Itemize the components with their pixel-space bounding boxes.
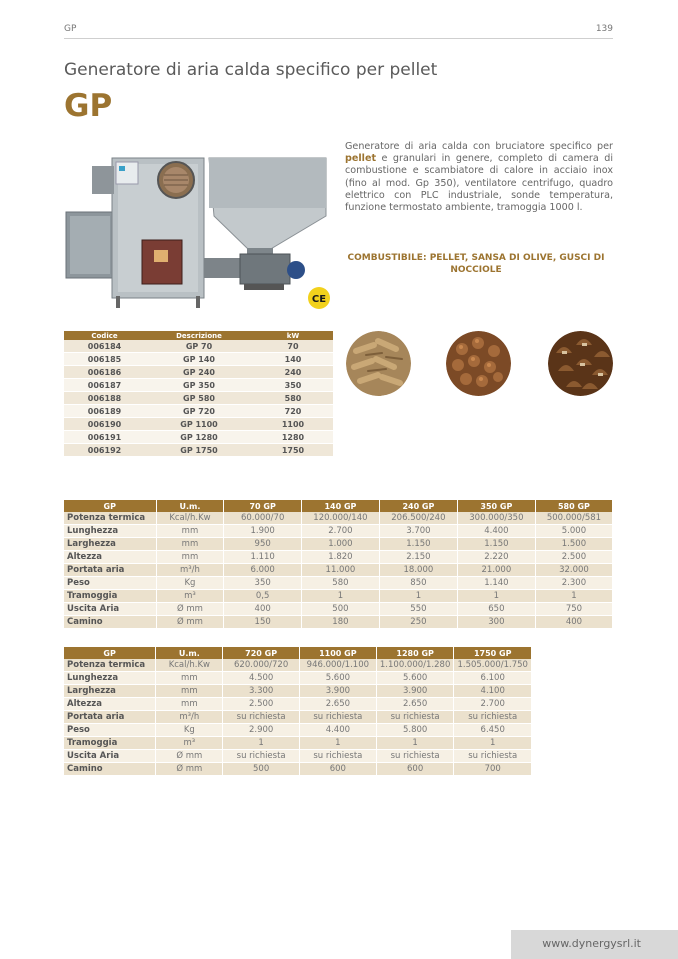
spec-header-cell: 580 GP	[535, 500, 612, 512]
spec-table-header	[64, 500, 613, 512]
product-model: GP 1100	[145, 418, 253, 431]
spec-unit: m³/h	[156, 564, 224, 577]
spec-row-label: Peso	[64, 724, 156, 737]
spec-value: 500	[301, 603, 379, 616]
product-code: 006184	[64, 340, 145, 353]
spec-unit: mm	[156, 672, 223, 685]
product-kw: 140	[253, 353, 333, 366]
spec-value: 600	[376, 763, 454, 776]
spec-value: 18.000	[379, 564, 457, 577]
spec-value: 2.650	[299, 698, 376, 711]
spec-value: su richiesta	[299, 711, 376, 724]
product-kw: 1100	[253, 418, 333, 431]
product-model: GP 1280	[145, 431, 253, 444]
spec-row	[64, 590, 613, 603]
spec-value: 1	[299, 737, 376, 750]
spec-row-label: Lunghezza	[64, 525, 156, 538]
spec-row-label: Uscita Aria	[64, 603, 156, 616]
page-subtitle: Generatore di aria calda specifico per pellet	[64, 60, 438, 80]
spec-unit: Kcal/h.Kw	[156, 659, 223, 672]
product-kw: 70	[253, 340, 333, 353]
spec-row	[64, 685, 532, 698]
spec-value: su richiesta	[223, 750, 299, 763]
spec-value: su richiesta	[223, 711, 299, 724]
product-kw: 240	[253, 366, 333, 379]
spec-unit: Kcal/h.Kw	[156, 512, 224, 525]
spec-value: 5.600	[376, 672, 454, 685]
product-kw: 1750	[253, 444, 333, 457]
spec-row-label: Altezza	[64, 698, 156, 711]
ce-mark: CE	[311, 294, 327, 305]
spec-value: 400	[535, 616, 612, 629]
product-row	[64, 418, 333, 431]
spec-value: 6.450	[454, 724, 532, 737]
spec-header-cell: 70 GP	[224, 500, 302, 512]
spec-row	[64, 763, 532, 776]
spec-header-cell: U.m.	[156, 647, 223, 659]
spec-row-label: Camino	[64, 616, 156, 629]
page-number: 139	[595, 24, 613, 34]
spec-table-header	[64, 647, 532, 659]
spec-unit: mm	[156, 525, 224, 538]
spec-value: 580	[301, 577, 379, 590]
product-model: GP 1750	[145, 444, 253, 457]
spec-value: 6.000	[224, 564, 302, 577]
spec-value: 1.110	[224, 551, 302, 564]
spec-value: 2.500	[535, 551, 612, 564]
spec-unit: Kg	[156, 724, 223, 737]
spec-value: 0,5	[224, 590, 302, 603]
spec-value: 400	[224, 603, 302, 616]
spec-value: 2.650	[376, 698, 454, 711]
spec-row	[64, 512, 613, 525]
spec-header-cell: 350 GP	[457, 500, 535, 512]
spec-value: 350	[224, 577, 302, 590]
spec-value: su richiesta	[454, 750, 532, 763]
spec-value: su richiesta	[376, 750, 454, 763]
product-code: 006190	[64, 418, 145, 431]
spec-value: 750	[535, 603, 612, 616]
spec-value: 1.100.000/1.280	[376, 659, 454, 672]
spec-unit: Kg	[156, 577, 224, 590]
spec-value: 600	[299, 763, 376, 776]
product-row	[64, 444, 333, 457]
spec-value: 946.000/1.100	[299, 659, 376, 672]
spec-row-label: Larghezza	[64, 685, 156, 698]
spec-value: 32.000	[535, 564, 612, 577]
spec-value: 60.000/70	[224, 512, 302, 525]
spec-value: 2.500	[223, 698, 299, 711]
spec-value: 2.150	[379, 551, 457, 564]
spec-row-label: Camino	[64, 763, 156, 776]
machine-illustration	[64, 150, 339, 315]
product-model: GP 140	[145, 353, 253, 366]
spec-value: 2.700	[301, 525, 379, 538]
spec-value: 21.000	[457, 564, 535, 577]
product-code: 006185	[64, 353, 145, 366]
product-row	[64, 366, 333, 379]
spec-value: 120.000/140	[301, 512, 379, 525]
pellet-image	[346, 331, 411, 396]
spec-row-label: Potenza termica	[64, 659, 156, 672]
description-highlight: pellet	[345, 153, 377, 165]
spec-value: 5.600	[299, 672, 376, 685]
product-header-description: Descrizione	[145, 331, 253, 340]
spec-value: 1	[379, 590, 457, 603]
spec-row	[64, 750, 532, 763]
spec-header-cell: GP	[64, 500, 156, 512]
spec-header-cell: 140 GP	[301, 500, 379, 512]
spec-unit: mm	[156, 685, 223, 698]
spec-header-cell: U.m.	[156, 500, 224, 512]
spec-unit: Ø mm	[156, 763, 223, 776]
fuel-note: COMBUSTIBILE: PELLET, SANSA DI OLIVE, GUSCI DI NOCCIOLE	[347, 253, 605, 275]
spec-header-cell: GP	[64, 647, 156, 659]
spec-row	[64, 737, 532, 750]
spec-value: 180	[301, 616, 379, 629]
spec-value: 1	[301, 590, 379, 603]
description-text-end: e granulari in genere, completo di camera di combustione e scambiatore di calore in acciaio inox (fino al mod. Gp 350), ventilatore centrifugo, quadro elettrico con PLC industriale, sonde temperatura, funzione termostato ambiente, tramoggia 1000 l.	[345, 153, 613, 214]
spec-value: 650	[457, 603, 535, 616]
spec-unit: mm	[156, 698, 223, 711]
spec-row-label: Larghezza	[64, 538, 156, 551]
product-model: GP 240	[145, 366, 253, 379]
spec-row	[64, 577, 613, 590]
spec-header-cell: 1750 GP	[454, 647, 532, 659]
spec-value: su richiesta	[454, 711, 532, 724]
olive-pomace-image	[446, 331, 511, 396]
spec-value: 2.700	[454, 698, 532, 711]
product-kw: 1280	[253, 431, 333, 444]
spec-value: 500	[223, 763, 299, 776]
spec-value: 1	[457, 590, 535, 603]
spec-row	[64, 672, 532, 685]
spec-row	[64, 724, 532, 737]
spec-value: 1	[454, 737, 532, 750]
spec-row	[64, 603, 613, 616]
spec-value: 206.500/240	[379, 512, 457, 525]
spec-value: 3.900	[376, 685, 454, 698]
spec-row-label: Uscita Aria	[64, 750, 156, 763]
hazelnut-shells-image	[548, 331, 613, 396]
spec-value: 4.400	[299, 724, 376, 737]
product-model: GP 580	[145, 392, 253, 405]
spec-header-cell: 720 GP	[223, 647, 299, 659]
spec-row	[64, 659, 532, 672]
spec-value: 3.700	[379, 525, 457, 538]
spec-value: 5.000	[535, 525, 612, 538]
spec-value: 3.300	[223, 685, 299, 698]
spec-table-small-models	[64, 500, 613, 629]
spec-unit: mm	[156, 538, 224, 551]
spec-value: 250	[379, 616, 457, 629]
product-header-kw: kW	[253, 331, 333, 340]
spec-value: su richiesta	[376, 711, 454, 724]
spec-value: 620.000/720	[223, 659, 299, 672]
product-code: 006187	[64, 379, 145, 392]
spec-value: 4.400	[457, 525, 535, 538]
spec-unit: m³	[156, 590, 224, 603]
spec-row-label: Peso	[64, 577, 156, 590]
spec-value: 4.100	[454, 685, 532, 698]
product-table-header	[64, 331, 333, 340]
spec-header-cell: 1280 GP	[376, 647, 454, 659]
spec-row	[64, 616, 613, 629]
spec-value: su richiesta	[299, 750, 376, 763]
spec-row	[64, 564, 613, 577]
spec-value: 4.500	[223, 672, 299, 685]
spec-row-label: Tramoggia	[64, 737, 156, 750]
spec-value: 6.100	[454, 672, 532, 685]
product-row	[64, 392, 333, 405]
spec-value: 950	[224, 538, 302, 551]
footer-url[interactable]: www.dynergysrl.it	[542, 937, 641, 950]
product-kw: 350	[253, 379, 333, 392]
spec-row	[64, 538, 613, 551]
product-kw: 580	[253, 392, 333, 405]
spec-row	[64, 698, 532, 711]
spec-value: 1.150	[457, 538, 535, 551]
spec-row	[64, 525, 613, 538]
spec-value: 5.800	[376, 724, 454, 737]
spec-row-label: Potenza termica	[64, 512, 156, 525]
spec-row-label: Lunghezza	[64, 672, 156, 685]
header-divider	[64, 38, 613, 39]
product-description	[345, 141, 613, 214]
spec-unit: m³	[156, 737, 223, 750]
header-section-label: GP	[64, 24, 77, 34]
page-title: GP	[64, 88, 113, 124]
spec-value: 1.000	[301, 538, 379, 551]
spec-row-label: Portata aria	[64, 711, 156, 724]
spec-unit: mm	[156, 551, 224, 564]
product-code: 006192	[64, 444, 145, 457]
spec-value: 1	[535, 590, 612, 603]
product-row	[64, 405, 333, 418]
spec-row-label: Tramoggia	[64, 590, 156, 603]
spec-table-large-models	[64, 647, 532, 776]
product-row	[64, 431, 333, 444]
spec-row-label: Portata aria	[64, 564, 156, 577]
spec-value: 1.900	[224, 525, 302, 538]
spec-header-cell: 1100 GP	[299, 647, 376, 659]
spec-unit: Ø mm	[156, 603, 224, 616]
spec-value: 700	[454, 763, 532, 776]
product-row	[64, 340, 333, 353]
product-code: 006189	[64, 405, 145, 418]
spec-value: 2.300	[535, 577, 612, 590]
spec-value: 550	[379, 603, 457, 616]
spec-unit: Ø mm	[156, 616, 224, 629]
spec-header-cell: 240 GP	[379, 500, 457, 512]
product-code: 006188	[64, 392, 145, 405]
spec-value: 1	[376, 737, 454, 750]
description-text-start: Generatore di aria calda con bruciatore specifico per	[345, 141, 613, 152]
spec-row	[64, 711, 532, 724]
product-header-code: Codice	[64, 331, 145, 340]
product-kw: 720	[253, 405, 333, 418]
spec-value: 1.140	[457, 577, 535, 590]
product-code-table	[64, 331, 333, 457]
spec-value: 3.900	[299, 685, 376, 698]
spec-row	[64, 551, 613, 564]
spec-value: 1.500	[535, 538, 612, 551]
spec-value: 11.000	[301, 564, 379, 577]
spec-value: 1.150	[379, 538, 457, 551]
spec-row-label: Altezza	[64, 551, 156, 564]
spec-value: 1.820	[301, 551, 379, 564]
spec-unit: m³/h	[156, 711, 223, 724]
spec-value: 500.000/581	[535, 512, 612, 525]
spec-value: 150	[224, 616, 302, 629]
product-code: 006191	[64, 431, 145, 444]
product-model: GP 720	[145, 405, 253, 418]
spec-value: 1.505.000/1.750	[454, 659, 532, 672]
spec-value: 1	[223, 737, 299, 750]
spec-unit: Ø mm	[156, 750, 223, 763]
product-row	[64, 379, 333, 392]
product-row	[64, 353, 333, 366]
spec-value: 850	[379, 577, 457, 590]
spec-value: 2.220	[457, 551, 535, 564]
spec-value: 2.900	[223, 724, 299, 737]
product-code: 006186	[64, 366, 145, 379]
product-model: GP 70	[145, 340, 253, 353]
spec-value: 300.000/350	[457, 512, 535, 525]
spec-value: 300	[457, 616, 535, 629]
product-model: GP 350	[145, 379, 253, 392]
